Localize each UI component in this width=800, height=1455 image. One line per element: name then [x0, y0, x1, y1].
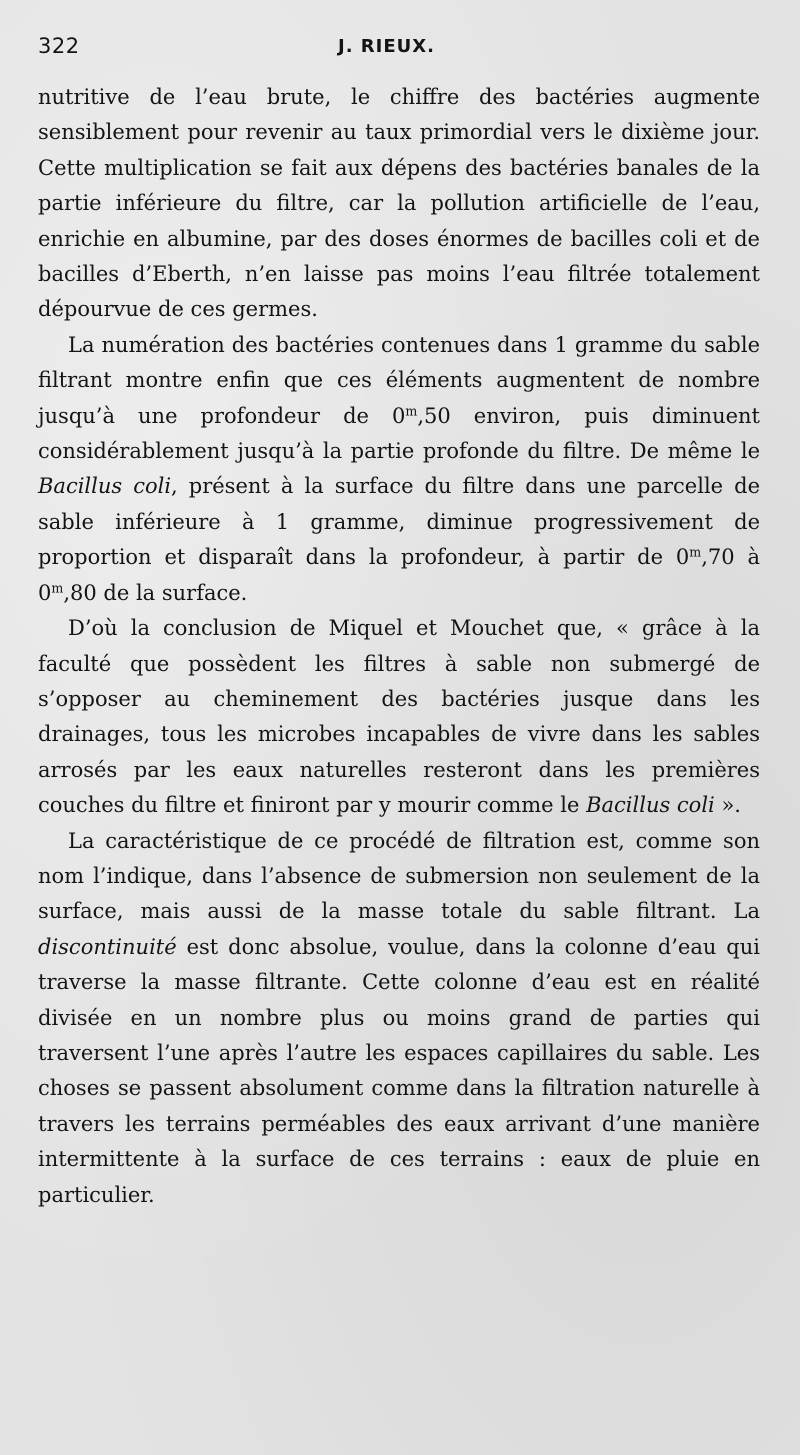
text-run: nutritive de l’eau brute, le chiffre des bactéries augmente sensiblement pour revenir au taux primordial vers le dixième jour. Cette multiplication se fait aux dépens des bactéries banales de la partie inférieure du filtre, car la pollution artificielle de l’eau, enrichie en albumine, par des doses énormes de bacilles coli et de bacilles d’Eberth, n’en laisse pas moins l’eau filtrée totalement dépourvue de ces germes. [38, 85, 760, 322]
italic-term: Bacillus coli [38, 474, 172, 499]
italic-term: Bacillus coli [586, 793, 715, 818]
superscript-unit: m [405, 403, 418, 419]
text-run: , présent à la surface du filtre dans une parcelle de sable inférieure à 1 gramme, diminue progressivement de proportion et disparaît dans la profondeur, à partir de 0 [38, 474, 760, 570]
running-head: J. RIEUX. [338, 36, 435, 57]
italic-term: discontinuité [38, 934, 177, 959]
text-run: ,70 à 0 [38, 545, 760, 605]
page-number: 322 [38, 34, 80, 58]
text-run: est donc absolue, voulue, dans la colonne d’eau qui traverse la masse filtrante. Cette colonne d’eau est en réalité divisée en un nombre plus ou moins grand de parties qui traversent l’une après l’autre les espaces capillaires du sable. Les choses se passent absolument comme dans la filtration naturelle à travers les terrains perméables des eaux arrivant d’une manière intermittente à la surface de ces terrains : eaux de pluie en particulier. [38, 934, 760, 1207]
paragraph [38, 611, 760, 823]
superscript-unit: m [689, 544, 702, 560]
text-run: La caractéristique de ce procédé de filtration est, comme son nom l’indique, dans l’absence de submersion non seulement de la surface, mais aussi de la masse totale du sable filtrant. La [38, 828, 760, 924]
text-run: La numération des bactéries contenues dans 1 gramme du sable filtrant montre enfin que ces éléments augmentent de nombre jusqu’à une profondeur de 0 [38, 332, 760, 428]
paragraph [38, 328, 760, 611]
text-run: ,50 environ, puis diminuent considérablement jusqu’à la partie profonde du filtre. De même le [38, 403, 760, 464]
text-run: ,80 de la surface. [63, 580, 248, 605]
text-run: ». [714, 793, 741, 818]
page-header [38, 34, 760, 64]
superscript-unit: m [51, 580, 64, 596]
body-text [38, 80, 760, 1213]
text-run: D’où la conclusion de Miquel et Mouchet que, « grâce à la faculté que possèdent les filtres à sable non submergé de s’opposer au cheminement des bactéries jusque dans les drainages, tous les microbes incapables de vivre dans les sables arrosés par les eaux naturelles resteront dans les premières couches du filtre et finiront par y mourir comme le [38, 616, 760, 818]
paragraph [38, 824, 760, 1213]
paragraph [38, 80, 760, 328]
